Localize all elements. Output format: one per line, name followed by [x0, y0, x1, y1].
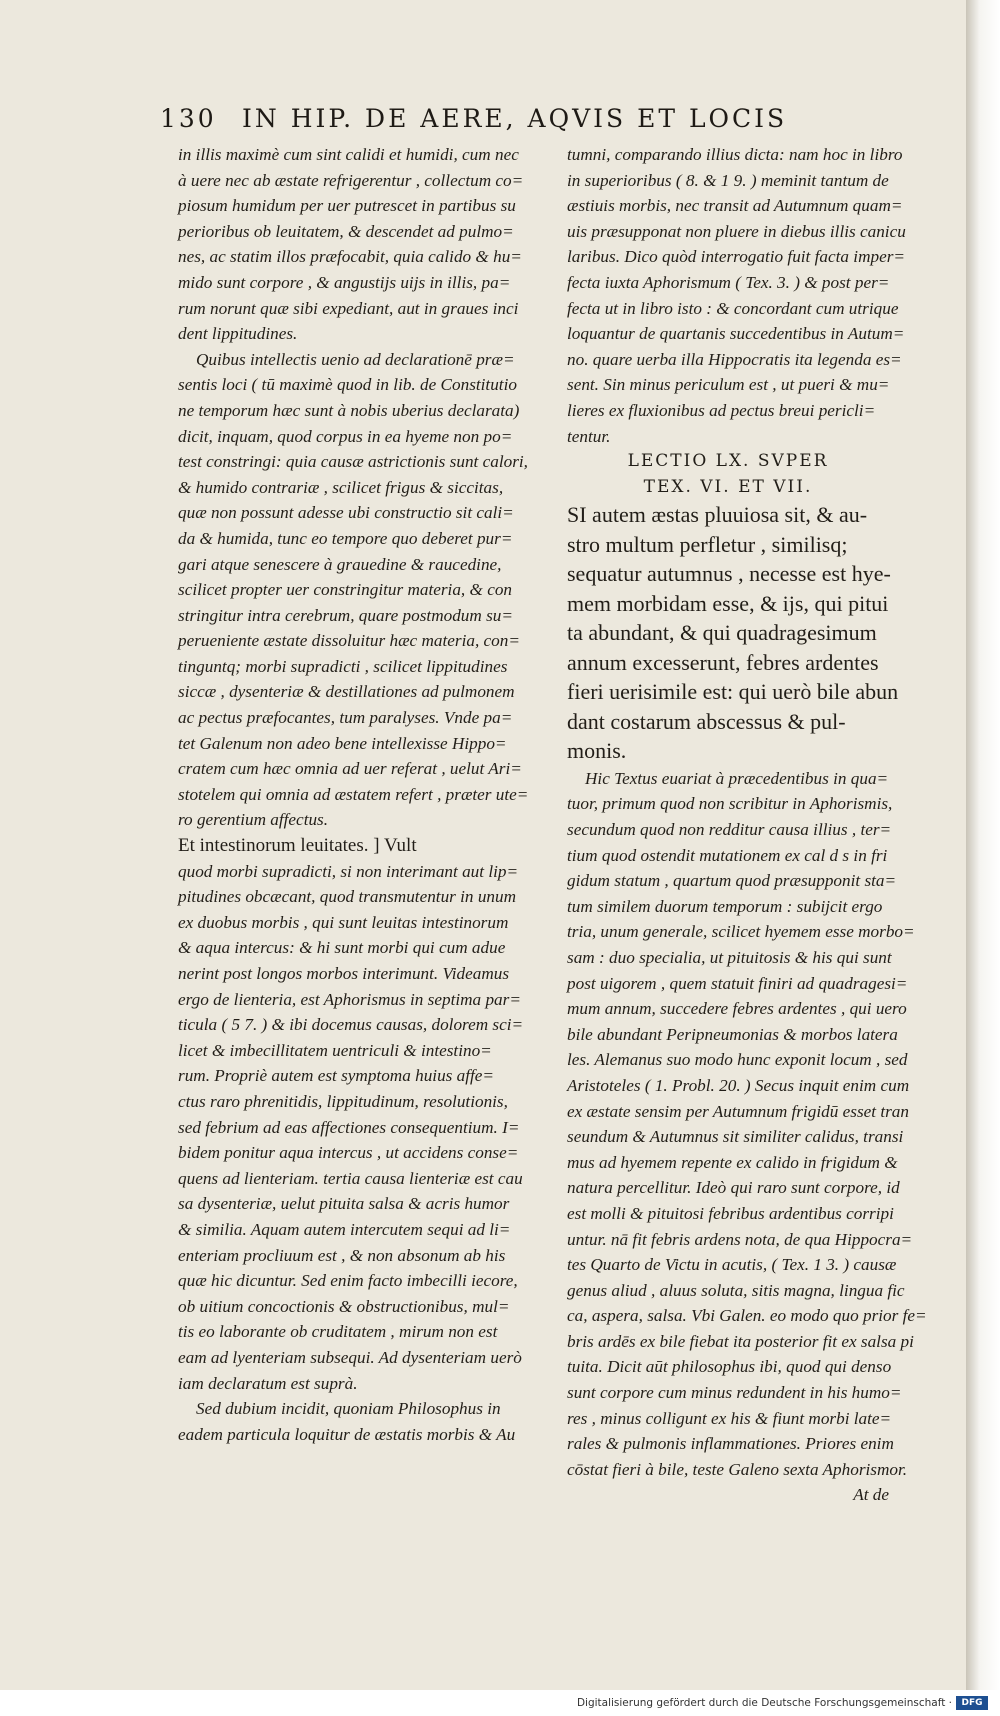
text-line: fecta iuxta Aphorismum ( Tex. 3. ) & post per=	[567, 272, 890, 292]
text-line: ctus raro phrenitidis, lippitudinum, resolutionis,	[178, 1091, 508, 1111]
text-line: da & humida, tunc eo tempore quo deberet pur=	[178, 528, 513, 548]
text-line: gari atque senescere à grauedine & raucedine,	[178, 554, 502, 574]
text-line: natura percellitur. Ideò qui raro sunt corpore, id	[567, 1178, 900, 1198]
text-line: rales & pulmonis inflammationes. Priores enim	[567, 1434, 894, 1454]
text-line: gidum statum , quartum quod præsupponit sta=	[567, 871, 897, 891]
running-title: IN HIP. DE AERE, AQVIS ET LOCIS	[242, 104, 788, 133]
text-line: scilicet propter uer constringitur materia, & con	[178, 580, 513, 600]
text-line: no. quare uerba illa Hippocratis ita legenda es=	[567, 349, 902, 369]
text-line: quod morbi supradicti, si non interimant aut lip=	[178, 861, 519, 881]
text-line: bile abundant Peripneumonias & morbos latera	[567, 1024, 898, 1044]
text-line: ob uitium concoctionis & obstructionibus, mul=	[178, 1296, 510, 1316]
text-line: est molli & pituitosi febribus ardentibus corripi	[567, 1203, 894, 1223]
text-line: fecta ut in libro isto : & concordant cum utrique	[567, 298, 899, 318]
text-line: post uigorem , quem statuit finiri ad quadragesi=	[567, 973, 908, 993]
text-line: dant costarum abscessus & pul-	[567, 708, 846, 734]
text-line: ca, aspera, salsa. Vbi Galen. eo modo quo prior fe=	[567, 1306, 927, 1326]
text-line: mem morbidam esse, & ijs, qui pitui	[567, 590, 889, 616]
text-line: stotelem qui omnia ad æstatem refert , præter ute=	[178, 784, 529, 804]
text-line: tet Galenum non adeo bene intellexisse Hippo=	[178, 733, 507, 753]
text-line: Quibus intellectis uenio ad declarationē præ=	[196, 349, 515, 369]
text-line: tria, unum generale, scilicet hyemem esse morbo=	[567, 922, 915, 942]
digitization-credit: Digitalisierung gefördert durch die Deutsche Forschungsgemeinschaft ·	[576, 1697, 952, 1709]
text-line: & aqua intercus: & hi sunt morbi qui cum adue	[178, 938, 506, 958]
text-line: piosum humidum per uer putrescet in partibus su	[178, 196, 516, 216]
text-line: ex æstate sensim per Autumnum frigidū esset tran	[567, 1101, 909, 1121]
text-line: cōstat fieri à bile, teste Galeno sexta Aphorismor.	[567, 1459, 908, 1479]
text-line: in illis maximè cum sint calidi et humidi, cum nec	[178, 145, 519, 164]
section-heading: TEX. VI. ET VII.	[643, 476, 813, 497]
text-line: quens ad lienteriam. tertia causa lienteriæ est cau	[178, 1168, 523, 1188]
right-text-column	[567, 142, 927, 1508]
text-line: & similia. Aquam autem intercutem sequi ad li=	[178, 1219, 511, 1239]
text-line: loquantur de quartanis succedentibus in Autum=	[567, 324, 905, 344]
text-line: tinguntq; morbi supradicti , scilicet lippitudines	[178, 656, 508, 676]
text-line: sunt corpore cum minus redundent in his humo=	[567, 1383, 902, 1403]
text-line: in superioribus ( 8. & 1 9. ) meminit tantum de	[567, 170, 889, 190]
text-line: mus ad hyemem repente ex calido in frigidum &	[567, 1152, 898, 1172]
text-line: test constringi: quia causæ astrictionis sunt calori,	[178, 452, 528, 472]
text-line: tumni, comparando illius dicta: nam hoc in libro	[567, 145, 903, 164]
text-line: sequatur autumnus , necesse est hye-	[567, 561, 891, 587]
text-line: stro multum perfletur , similisq;	[567, 531, 848, 557]
text-line: perioribus ob leuitatem, & descendet ad pulmo=	[178, 221, 514, 241]
text-line: lieres ex fluxionibus ad pectus breui pericli=	[567, 400, 876, 420]
text-line: sam : duo specialia, ut pituitosis & his qui sunt	[567, 947, 892, 967]
text-line: tuita. Dicit aūt philosophus ibi, quod qui denso	[567, 1357, 892, 1377]
text-line: tis eo laborante ob cruditatem , mirum non est	[178, 1322, 498, 1342]
text-line: secundum quod non redditur causa illius , ter=	[567, 820, 892, 839]
text-line: & humido contrariæ , scilicet frigus & siccitas,	[178, 477, 504, 497]
text-line: Aristoteles ( 1. Probl. 20. ) Secus inquit enim cum	[567, 1075, 910, 1095]
text-line: dicit, inquam, quod corpus in ea hyeme non po=	[178, 426, 513, 446]
text-line: sent. Sin minus periculum est , ut pueri & mu=	[567, 375, 890, 395]
text-line: à uere nec ab æstate refrigerentur , collectum co=	[178, 170, 524, 190]
text-line: stringitur intra cerebrum, quare postmodum su=	[178, 605, 513, 625]
text-line: ticula ( 5 7. ) & ibi docemus causas, dolorem sci=	[178, 1015, 524, 1035]
text-line: sa dysenteriæ, uelut pituita salsa & acris humor	[178, 1194, 510, 1214]
text-line: cratem cum hæc omnia ad uer referat , uelut Ari=	[178, 759, 522, 779]
text-line: fieri uerisimile est: qui uerò bile abun	[567, 679, 899, 705]
text-line: dent lippitudines.	[178, 324, 298, 344]
text-line: rum norunt quæ sibi expediant, aut in graues inci	[178, 298, 519, 318]
text-line: eadem particula loquitur de æstatis morbis & Au	[178, 1424, 516, 1444]
text-line: licet & imbecillitatem uentriculi & intestino=	[178, 1040, 492, 1060]
text-line: tium quod ostendit mutationem ex cal d s in fri	[567, 845, 888, 865]
text-line: bris ardēs ex bile fiebat ita posterior fit ex salsa pi	[567, 1331, 914, 1351]
text-line: ta abundant, & qui quadragesimum	[567, 620, 877, 646]
text-line: ac pectus præfocantes, tum paralyses. Vnde pa=	[178, 708, 513, 728]
text-line: mum annum, succedere febres ardentes , qui uero	[567, 999, 907, 1019]
text-line: Hic Textus euariat à præcedentibus in qua=	[585, 768, 889, 788]
text-line: bidem ponitur aqua intercus , ut accidens conse=	[178, 1143, 519, 1163]
text-line: uis præsupponat non pluere in diebus illis canicu	[567, 221, 906, 241]
text-line: SI autem æstas pluuiosa sit, & au-	[567, 502, 868, 528]
text-line: ex duobus morbis , qui sunt leuitas intestinorum	[178, 912, 509, 932]
page-edge-shadow	[966, 0, 1000, 1716]
text-line: At de	[853, 1485, 889, 1505]
text-line: eam ad lyenteriam subsequi. Ad dysenteriam uerò	[178, 1347, 522, 1367]
text-line: nes, ac statim illos præfocabit, quia calido & hu=	[178, 247, 522, 267]
text-line: seundum & Autumnus sit similiter calidus, transi	[567, 1127, 904, 1147]
text-line: tes Quarto de Victu in acutis, ( Tex. 1 3. ) causæ	[567, 1255, 897, 1275]
text-line: iam declaratum est suprà.	[178, 1373, 358, 1393]
text-line: annum excesserunt, febres ardentes	[567, 649, 879, 675]
text-line: quæ hic dicuntur. Sed enim facto imbecilli iecore,	[178, 1271, 518, 1291]
text-line: ne temporum hæc sunt à nobis uberius declarata)	[178, 400, 520, 420]
text-line: ro gerentium affectus.	[178, 810, 329, 830]
text-line: Et intestinorum leuitates. ] Vult	[178, 835, 417, 857]
text-line: res , minus colligunt ex his & fiunt morbi late=	[567, 1408, 892, 1428]
dfg-logo: DFG	[956, 1696, 988, 1710]
text-line: sentis loci ( tū maximè quod in lib. de Constitutio	[178, 375, 517, 395]
text-line: pitudines obcæcant, quod transmutentur in unum	[178, 887, 517, 907]
text-line: sed febrium ad eas affectiones consequentium. I=	[178, 1117, 520, 1137]
text-line: siccæ , dysenteriæ & destillationes ad pulmonem	[178, 682, 515, 702]
text-line: tum similem duorum temporum : subijcit ergo	[567, 896, 883, 916]
text-line: Sed dubium incidit, quoniam Philosophus in	[196, 1399, 501, 1419]
text-line: tuor, primum quod non scribitur in Aphorismis,	[567, 794, 893, 814]
text-line: rum. Propriè autem est symptoma huius affe=	[178, 1066, 495, 1086]
text-line: enteriam procliuum est , & non absonum ab his	[178, 1245, 506, 1265]
text-line: nerint post longos morbos interimunt. Videamus	[178, 964, 510, 983]
page-number: 130	[160, 104, 217, 133]
text-line: perueniente æstate dissoluitur hæc materia, con=	[178, 631, 520, 651]
left-text-column	[178, 142, 554, 1447]
text-line: untur. nā fit febris ardens nota, de qua Hippocra=	[567, 1229, 913, 1249]
text-line: tentur.	[567, 426, 611, 446]
running-header	[160, 104, 890, 138]
text-line: ergo de lienteria, est Aphorismus in septima par=	[178, 989, 521, 1009]
text-line: quæ non possunt adesse ubi constructio sit cali=	[178, 503, 514, 523]
text-line: æstiuis morbis, nec transit ad Autumnum quam=	[567, 196, 903, 216]
text-line: laribus. Dico quòd interrogatio fuit facta imper=	[567, 247, 905, 267]
section-heading: LECTIO LX. SVPER	[627, 451, 829, 472]
text-line: mido sunt corpore , & angustijs uijs in illis, pa=	[178, 272, 511, 292]
text-line: genus aliud , aluus soluta, sitis magna, lingua fic	[567, 1280, 905, 1300]
text-line: monis.	[567, 738, 627, 764]
text-line: les. Alemanus suo modo hunc exponit locum , sed	[567, 1050, 908, 1070]
